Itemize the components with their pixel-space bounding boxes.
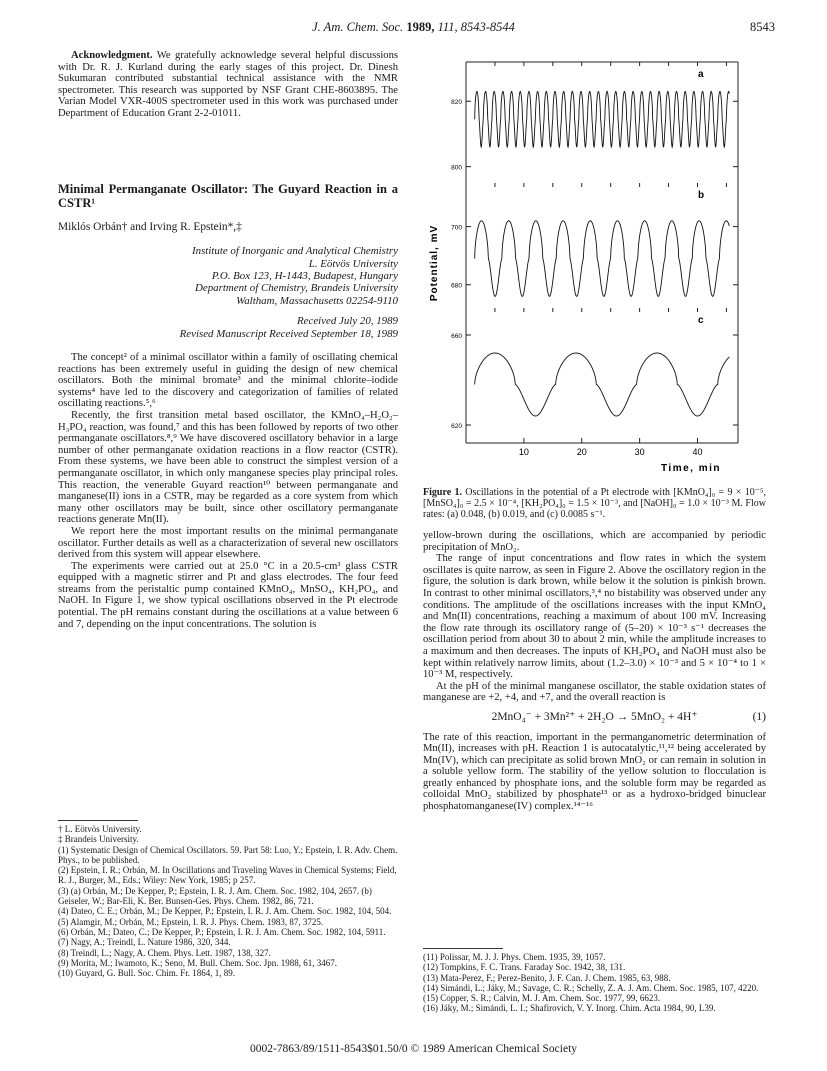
- body-paragraph: At the pH of the minimal manganese oscillator, the stable oxidation states of manganese are +2, +4, and +7, and the overall reaction is: [423, 680, 766, 704]
- y-tick-label: 680: [451, 282, 462, 290]
- footnote-rule: [58, 820, 138, 821]
- x-tick-label: 20: [576, 447, 587, 457]
- body-paragraph: Recently, the first transition metal based oscillator, the KMnO₄–H₂O₂–H₃PO₄ reaction, was found,⁷ and this has been followed by reports of two other permanganate oscillators.⁸,⁹ We have discovered oscillatory behavior in a large number of other permanganate oxidation reactions in a flow reactor (CSTR). From these systems, we have been able to construct the simplest version of a permanganate oscillator, in which only manganese species play principal roles. This reaction, the venerable Guyard reaction¹⁰ between permanganate and manganese(II) ions in a CSTR, may be regarded as a core system from which many other oscillators may be built, since other oscillatory permanganate reactions generate Mn(II).: [58, 409, 398, 526]
- acknowledgment-text: We gratefully acknowledge several helpful discussions with Dr. R. J. Kurland during the early stages of this project. Dr. Dinesh Sukumaran contributed substantial technical assistance with the NMR spectrometer. This research was supported by NSF Grant CHE-8603895. The Varian Model VXR-400S spectrometer used in this work was purchased under Department of Education Grant 2-2-01011.: [58, 50, 398, 119]
- figure-ylabel: Potential, mV: [429, 224, 440, 302]
- body-paragraph: The rate of this reaction, important in the permanganometric determination of Mn(II), increases with pH. Reaction 1 is autocatalytic,¹¹,¹² being accelerated by Mn(IV), which can precipitate as solid brown MnO₂ or can remain in solution in a soluble yellow form. The stability of the yellow solution to flocculation is greatly enhanced by phosphate ions, and the soluble form may be regarded as colloidal MnO₂ stabilized by phosphate¹³ or as a hydroxo-bridged binuclear phosphatomanganese(IV) complex.¹⁴⁻¹⁶: [423, 731, 766, 813]
- footnote: (10) Guyard, G. Bull. Soc. Chim. Fr. 1864, 1, 89.: [58, 968, 235, 979]
- right-column: [423, 487, 766, 813]
- body-paragraph: We report here the most important results on the minimal permanganate oscillator. Further details as well as a characterization of several new oscillators derived from this system will appear elsewhere.: [58, 525, 398, 561]
- acknowledgment-heading: Acknowledgment.: [71, 50, 153, 61]
- affiliation-line: Waltham, Massachusetts 02254-9110: [236, 294, 398, 307]
- footnote: † L. Eötvös University.: [58, 824, 142, 834]
- equation-text: 2MnO₄⁻ + 3Mn²⁺ + 2H₂O → 5MnO₂ + 4H⁺: [491, 710, 698, 723]
- footnote: (8) Treindl, L.; Nagy, A. Chem. Phys. Lett. 1987, 138, 327.: [58, 947, 271, 958]
- x-tick-label: 10: [518, 447, 529, 457]
- footnote: (2) Epstein, I. R.; Orbán, M. In Oscillations and Traveling Waves in Chemical Systems; Field, R. J., Burger, M., Eds.; Wiley: New York, 1985; p 257.: [58, 865, 397, 886]
- body-paragraph: The concept² of a minimal oscillator within a family of oscillating chemical reactions has been extremely useful in guiding the design of new chemical oscillators. Both the minimal bromate³ and the minimal chlorite–iodide systems⁴ have led to the discovery and categorization of families of related oscillating reactions.⁵,⁶: [58, 352, 398, 410]
- footnote-rule: [423, 948, 503, 949]
- panel-label-b: b: [698, 190, 705, 201]
- received-date: Received July 20, 1989: [297, 315, 398, 328]
- footnote: (13) Mata-Perez, F.; Perez-Benito, J. F. Can. J. Chem. 1985, 63, 988.: [423, 972, 671, 983]
- article-title: Minimal Permanganate Oscillator: The Guyard Reaction in a CSTR¹: [58, 181, 398, 210]
- body-paragraph: yellow-brown during the oscillations, which are accompanied by periodic precipitation of MnO₂.: [423, 530, 766, 553]
- y-tick-label: 620: [451, 423, 462, 430]
- left-column: [58, 50, 398, 630]
- footnote: (5) Alamgir, M.; Orbán, M.; Epstein, I. R. J. Phys. Chem. 1983, 87, 3725.: [58, 916, 324, 927]
- body-paragraph: The experiments were carried out at 25.0 °C in a 20.5-cm³ glass CSTR equipped with a magnetic stirrer and Pt and glass electrodes. The four feed streams from the peristaltic pump contained KMnO₄, MnSO₄, KH₂PO₄, and NaOH. In Figure 1, we show typical oscillations observed in the Pt electrode potential. The pH remains constant during the oscillations at a value between 6 and 7, depending on the input concentrations. The solution is: [58, 560, 398, 630]
- footnote: (15) Copper, S. R.; Calvin, M. J. Am. Chem. Soc. 1977, 99, 6623.: [423, 993, 661, 1004]
- panel-label-a: a: [698, 69, 704, 80]
- footnote: ‡ Brandeis University.: [58, 834, 139, 845]
- footnote: (1) Systematic Design of Chemical Oscillators. 59. Part 58: Luo, Y.; Epstein, I. R. Adv. Chem. Phys., to be published.: [58, 844, 398, 865]
- affiliation-line: P.O. Box 123, H-1443, Budapest, Hungary: [211, 269, 398, 282]
- acknowledgment: [58, 50, 398, 120]
- footnote: (11) Polissar, M. J. J. Phys. Chem. 1935, 39, 1057.: [423, 952, 606, 962]
- y-tick-label: 700: [451, 224, 462, 232]
- equation-1: [423, 712, 766, 724]
- footnotes-right: [423, 948, 766, 1014]
- footnote: (7) Nagy, A.; Treindl, L. Nature 1986, 320, 344.: [58, 937, 231, 948]
- affiliation-line: Institute of Inorganic and Analytical Chemistry: [192, 245, 398, 258]
- running-header: [0, 20, 827, 40]
- y-tick-label: 800: [451, 164, 462, 172]
- footnotes-left: [58, 820, 398, 978]
- footnote: (14) Simándi, L.; Jáky, M.; Savage, C. R.; Schelly, Z. A. J. Am. Chem. Soc. 1985, 107, 4220.: [423, 982, 759, 993]
- page-footer: 0002-7863/89/1511-8543$01.50/0 © 1989 American Chemical Society: [249, 1043, 578, 1055]
- y-tick-label: 820: [451, 99, 462, 107]
- figure-1-caption: [423, 487, 766, 520]
- article-authors: Miklós Orbán† and Irving R. Epstein*,‡: [58, 220, 242, 233]
- footnote: (16) Jáky, M.; Simándi, L. I.; Shafirovich, V. Y. Inorg. Chim. Acta 1984, 90, L39.: [423, 1003, 716, 1014]
- affiliation: [58, 245, 398, 307]
- footnote: (4) Dateo, C. E.; Orbán, M.; De Kepper, P.; Epstein, I. R. J. Am. Chem. Soc. 1982, 104, 504.: [58, 906, 392, 917]
- journal-citation: J. Am. Chem. Soc. 1989, 111, 8543-8544: [312, 20, 515, 34]
- footnote: (6) Orbán, M.; Dateo, C.; De Kepper, P.; Epstein, I. R. J. Am. Chem. Soc. 1982, 104, 5911.: [58, 926, 386, 937]
- figure-1-plot: [423, 48, 766, 478]
- page-number: 8543: [750, 20, 775, 34]
- oscillation-trace-a: [475, 91, 730, 147]
- y-tick-label: 660: [451, 333, 462, 340]
- footnote: (9) Morita, M.; Iwamoto, K.; Seno, M. Bull. Chem. Soc. Jpn. 1988, 61, 3467.: [58, 957, 337, 968]
- footnote: (3) (a) Orbán, M.; De Kepper, P.; Epstein, I. R. J. Am. Chem. Soc. 1982, 104, 2657. (b) Geiseler, W.; Bar-Eli, K. Ber. Bunsen-Ges. Phys. Chem. 1982, 86, 721.: [58, 885, 372, 907]
- footnote: (12) Tompkins, F. C. Trans. Faraday Soc. 1942, 38, 131.: [423, 962, 626, 973]
- oscillation-trace-b: [475, 221, 730, 297]
- caption-text: Oscillations in the potential of a Pt electrode with [KMnO₄]₀ = 9 × 10⁻⁵, [MnSO₄]₀ = 2.5 × 10⁻⁴, [KH₂PO₄]₀ = 1.5 × 10⁻³, and [NaOH]₀ = 1.0 × 10⁻³ M. Flow rates: (a) 0.048, (b) 0.019, and (c) 0.0085 s⁻¹.: [423, 487, 766, 520]
- oscillation-trace-c: [475, 353, 730, 416]
- x-tick-label: 40: [692, 447, 703, 457]
- x-tick-label: 30: [634, 447, 645, 457]
- received-dates: [58, 315, 398, 340]
- caption-label: Figure 1.: [423, 487, 462, 498]
- equation-number: (1): [752, 710, 766, 723]
- panel-label-c: c: [698, 315, 704, 326]
- revised-date: Revised Manuscript Received September 18, 1989: [179, 327, 398, 340]
- affiliation-line: L. Eötvös University: [308, 257, 398, 270]
- body-paragraph: The range of input concentrations and flow rates in which the system oscillates is quite narrow, as seen in Figure 2. Above the oscillatory region in the figure, the solution is dark brown, while below it the solution is pinkish brown. In contrast to other minimal oscillators,³,⁴ no bistability was observed under any conditions. The amplitude of the oscillations increases with the input KMnO₄ and Mn(II) concentrations, reaching a maximum of about 100 mV. Increasing the flow rate through its oscillatory range of (5–20) × 10⁻³ s⁻¹ decreases the oscillation period from about 30 to about 2 min, while the amplitude increases to a maximum and then decreases. The inputs of KH₂PO₄ and NaOH must also be kept within relatively narrow limits, about (1.2–3.0) × 10⁻³ and 5 × 10⁻⁴ to 1 × 10⁻³ M, respectively.: [423, 553, 766, 681]
- affiliation-line: Department of Chemistry, Brandeis University: [195, 282, 398, 295]
- figure-xlabel: Time, min: [661, 463, 721, 474]
